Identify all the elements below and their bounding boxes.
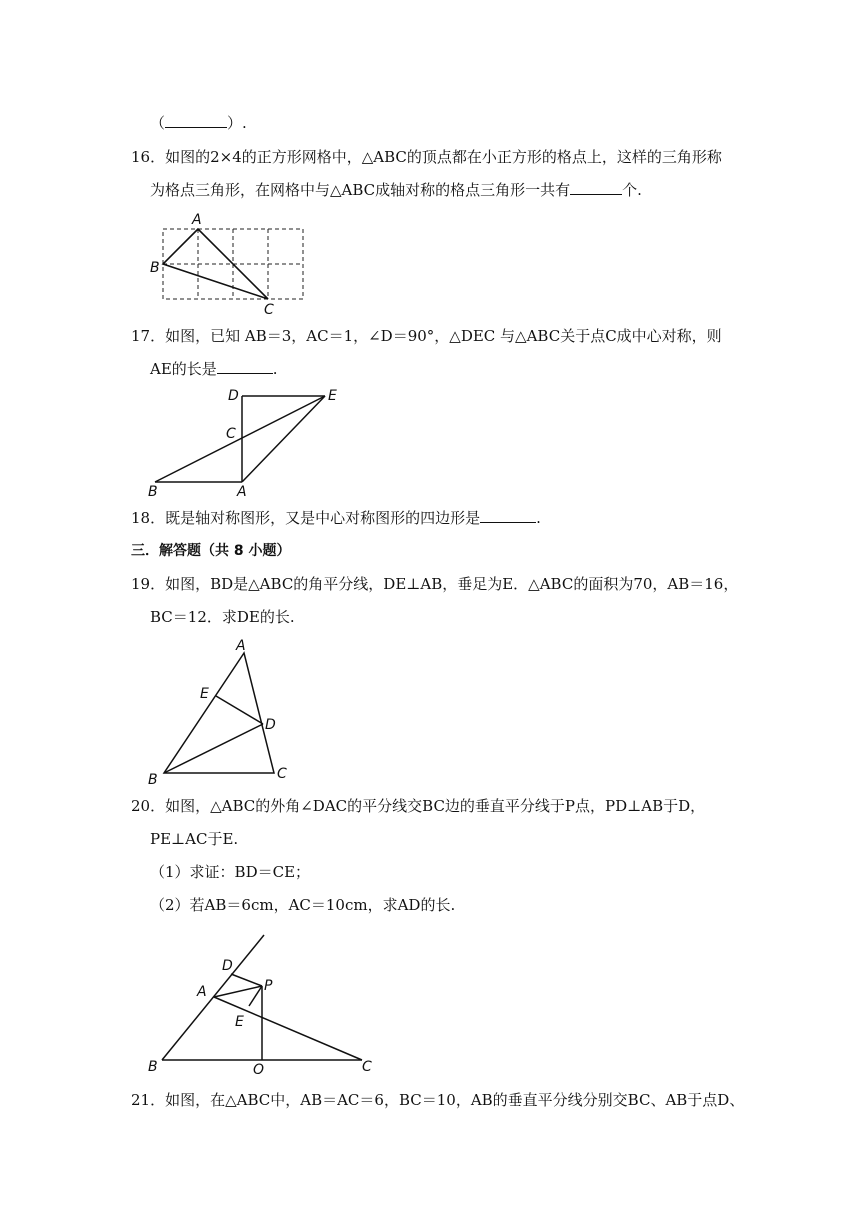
q16-label-A: A xyxy=(192,212,202,228)
q17-label-A: A xyxy=(237,484,247,498)
q18-text-a: 既是轴对称图形，又是中心对称图形的四边形是 xyxy=(165,509,481,527)
q17-line2 xyxy=(150,359,278,379)
q17-label-B: B xyxy=(148,484,158,498)
q21-number: 21． xyxy=(131,1091,166,1109)
q20-figure-perpendicular-bisector xyxy=(140,928,380,1074)
q16-text-line2a: 为格点三角形，在网格中与△ABC成轴对称的格点三角形一共有 xyxy=(150,181,571,199)
q17-answer-blank xyxy=(217,359,273,374)
q16-figure-grid-triangle xyxy=(148,210,308,316)
q17-figure-central-symmetry xyxy=(140,382,350,498)
section-3-title: 三．解答题（共 8 小题） xyxy=(131,543,291,559)
q19-label-C: C xyxy=(277,766,287,782)
q19-number: 19． xyxy=(131,575,166,593)
q21-text-line1: 如图，在△ABC中，AB＝AC＝6，BC＝10，AB的垂直平分线分别交BC、AB于点D、 xyxy=(165,1091,745,1109)
q20-text-line1: 如图，△ABC的外角∠DAC的平分线交BC边的垂直平分线于P点，PD⊥AB于D， xyxy=(165,797,706,815)
q17-number: 17． xyxy=(131,327,166,345)
q19-text-line1: 如图，BD是△ABC的角平分线，DE⊥AB，垂足为E．△ABC的面积为70，AB＝16， xyxy=(165,575,739,593)
q19-label-D: D xyxy=(265,717,276,733)
q20-label-D: D xyxy=(222,958,233,974)
q16-number: 16． xyxy=(131,148,166,166)
q17-text-line1: 如图，已知 AB＝3，AC＝1，∠D＝90°，△DEC 与△ABC关于点C成中心对称，则 xyxy=(165,327,722,345)
q16-text-line1: 如图的2×4的正方形网格中，△ABC的顶点都在小正方形的格点上，这样的三角形称 xyxy=(165,148,722,166)
q16-line2 xyxy=(150,180,642,200)
q16-answer-blank xyxy=(570,180,622,195)
paren-close: ）. xyxy=(227,114,247,132)
q21-line1 xyxy=(131,1090,744,1110)
prev-answer-blank-line xyxy=(150,113,247,133)
q20-line1 xyxy=(131,796,705,816)
q19-line2: BC＝12．求DE的长. xyxy=(150,608,295,626)
q16-label-B: B xyxy=(150,260,160,276)
q19-label-E: E xyxy=(200,686,209,702)
q16-text-line2b: 个. xyxy=(622,181,642,199)
q18-line xyxy=(131,508,541,528)
q17-text-line2b: . xyxy=(272,360,278,378)
q20-label-A: A xyxy=(197,984,207,1000)
q20-label-B: B xyxy=(148,1059,158,1074)
q19-label-A: A xyxy=(236,638,246,654)
q20-number: 20． xyxy=(131,797,166,815)
q16-line1 xyxy=(131,147,722,167)
q20-line2: PE⊥AC于E. xyxy=(150,830,239,848)
q16-label-C: C xyxy=(264,302,274,316)
paren-open: （ xyxy=(150,114,166,132)
q17-line1 xyxy=(131,326,722,346)
q17-label-C: C xyxy=(226,426,236,442)
q20-label-E: E xyxy=(235,1014,244,1030)
q20-sub1: （1）求证：BD＝CE； xyxy=(150,863,311,881)
q17-text-line2a: AE的长是 xyxy=(150,360,217,378)
q17-label-D: D xyxy=(228,388,239,404)
q17-label-E: E xyxy=(328,388,337,404)
q19-line1 xyxy=(131,574,738,594)
q20-sub2: （2）若AB＝6cm，AC＝10cm，求AD的长. xyxy=(150,896,456,914)
q19-figure-angle-bisector xyxy=(140,636,300,786)
q18-text-b: . xyxy=(536,509,541,527)
q20-label-C: C xyxy=(362,1059,372,1074)
answer-blank xyxy=(165,113,227,128)
q20-label-P: P xyxy=(264,978,273,994)
q18-number: 18． xyxy=(131,509,166,527)
q20-label-Q: Q xyxy=(253,1062,265,1074)
q18-answer-blank xyxy=(480,508,536,523)
q19-label-B: B xyxy=(148,772,158,786)
